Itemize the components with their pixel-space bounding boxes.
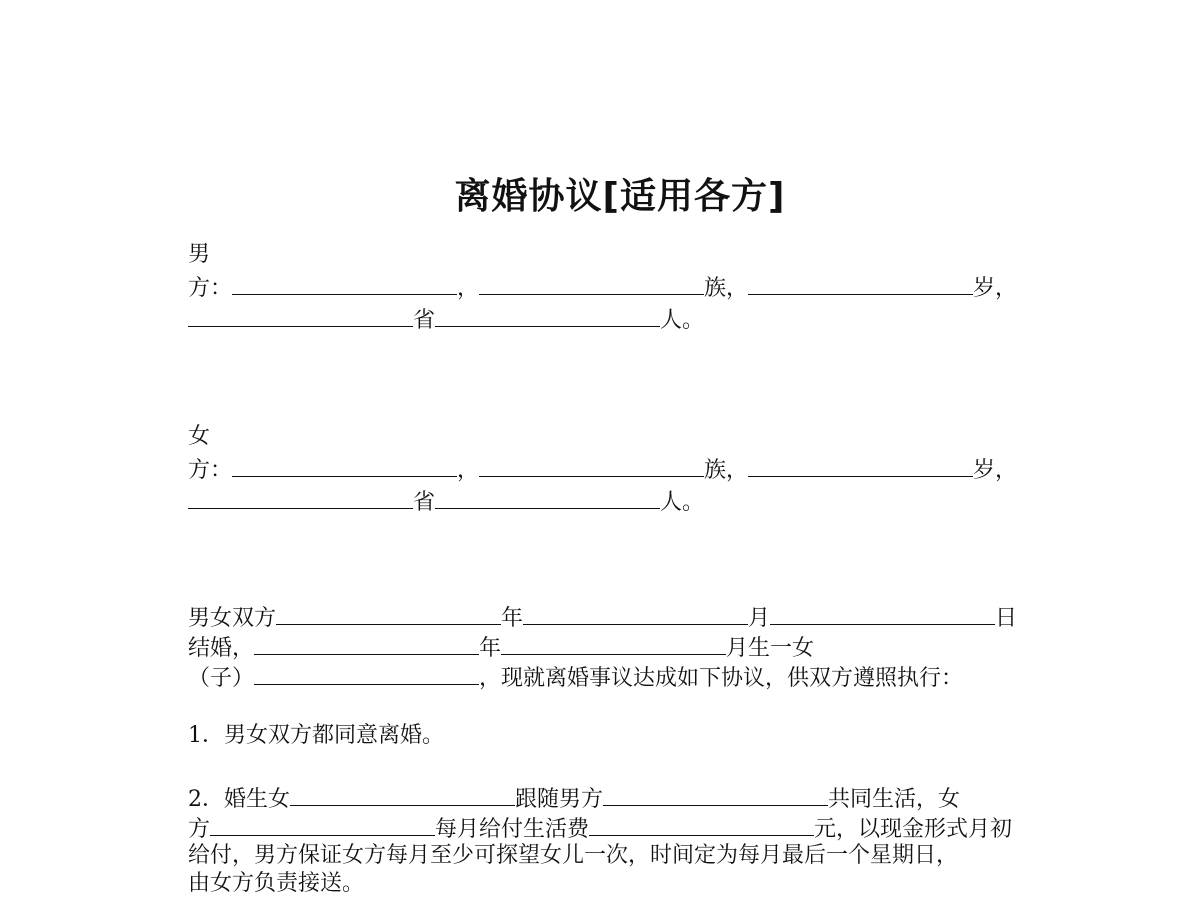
marriage-line-2 xyxy=(188,630,814,664)
female-province-blank xyxy=(188,484,413,509)
marriage-line-1 xyxy=(188,600,1017,634)
child-name-blank xyxy=(254,660,479,685)
document-title: 离婚协议[适用各方] xyxy=(454,176,786,217)
payment-form-label: 元，以现金形式月初 xyxy=(814,817,1013,842)
marriage-month-label: 月 xyxy=(748,606,771,631)
marriage-day-label: 日 xyxy=(995,606,1018,631)
mother-name-blank xyxy=(210,811,435,836)
clause-2-line-1 xyxy=(188,781,960,815)
female-age-blank xyxy=(748,452,973,477)
male-comma: ， xyxy=(457,276,480,301)
with-father-label: 跟随男方 xyxy=(515,787,604,812)
child-birth-month-blank xyxy=(501,630,726,655)
female-ethnicity-blank xyxy=(479,452,704,477)
mother-label: 方 xyxy=(188,817,211,842)
female-age-label: 岁， xyxy=(973,458,1018,483)
child-gender-label: （子） xyxy=(188,666,255,691)
female-city-blank xyxy=(435,484,660,509)
male-name-blank xyxy=(232,270,457,295)
child-birth-year-label: 年 xyxy=(479,636,502,661)
female-name-blank xyxy=(232,452,457,477)
male-name-label: 方： xyxy=(188,276,233,301)
female-ethnicity-label: 族， xyxy=(704,458,749,483)
married-label: 结婚， xyxy=(188,636,255,661)
clause-2-line-3 xyxy=(188,841,958,871)
female-label-line xyxy=(188,422,210,452)
male-origin-line xyxy=(188,302,704,336)
marriage-month-blank xyxy=(523,600,748,625)
female-info-line xyxy=(188,452,1017,486)
clause-1-text: 1．男女双方都同意离婚。 xyxy=(188,723,444,748)
male-province-label: 省 xyxy=(413,308,436,333)
marriage-line-3 xyxy=(188,660,963,694)
male-label-line xyxy=(188,240,210,270)
female-province-label: 省 xyxy=(413,490,436,515)
female-person-label: 人。 xyxy=(660,490,705,515)
male-label: 男 xyxy=(188,242,211,267)
father-name-blank xyxy=(603,781,828,806)
clause-2-line-2 xyxy=(188,811,1012,845)
male-city-blank xyxy=(435,302,660,327)
male-ethnicity-blank xyxy=(479,270,704,295)
monthly-support-label: 每月给付生活费 xyxy=(435,817,590,842)
support-amount-blank xyxy=(589,811,814,836)
male-ethnicity-label: 族， xyxy=(704,276,749,301)
female-comma: ， xyxy=(457,458,480,483)
agreement-intro: ，现就离婚事议达成如下协议，供双方遵照执行： xyxy=(479,666,964,691)
male-info-line xyxy=(188,270,1017,304)
clause-1 xyxy=(188,721,444,751)
visitation-text: 给付，男方保证女方每月至少可探望女儿一次，时间定为每月最后一个星期日， xyxy=(188,843,959,868)
male-province-blank xyxy=(188,302,413,327)
clause-2-line-4 xyxy=(188,869,364,899)
live-together-label: 共同生活，女 xyxy=(828,787,961,812)
child-birth-label: 月生一女 xyxy=(726,636,815,661)
male-person-label: 人。 xyxy=(660,308,705,333)
female-origin-line xyxy=(188,484,704,518)
male-age-blank xyxy=(748,270,973,295)
marriage-year-label: 年 xyxy=(501,606,524,631)
daughter-name-blank xyxy=(290,781,515,806)
child-birth-year-blank xyxy=(254,630,479,655)
marriage-year-blank xyxy=(276,600,501,625)
clause-2-intro: 2．婚生女 xyxy=(188,787,290,812)
male-age-label: 岁， xyxy=(973,276,1018,301)
marriage-intro: 男女双方 xyxy=(188,606,277,631)
female-label: 女 xyxy=(188,424,211,449)
female-name-label: 方： xyxy=(188,458,233,483)
marriage-day-blank xyxy=(770,600,995,625)
pickup-text: 由女方负责接送。 xyxy=(188,871,365,896)
